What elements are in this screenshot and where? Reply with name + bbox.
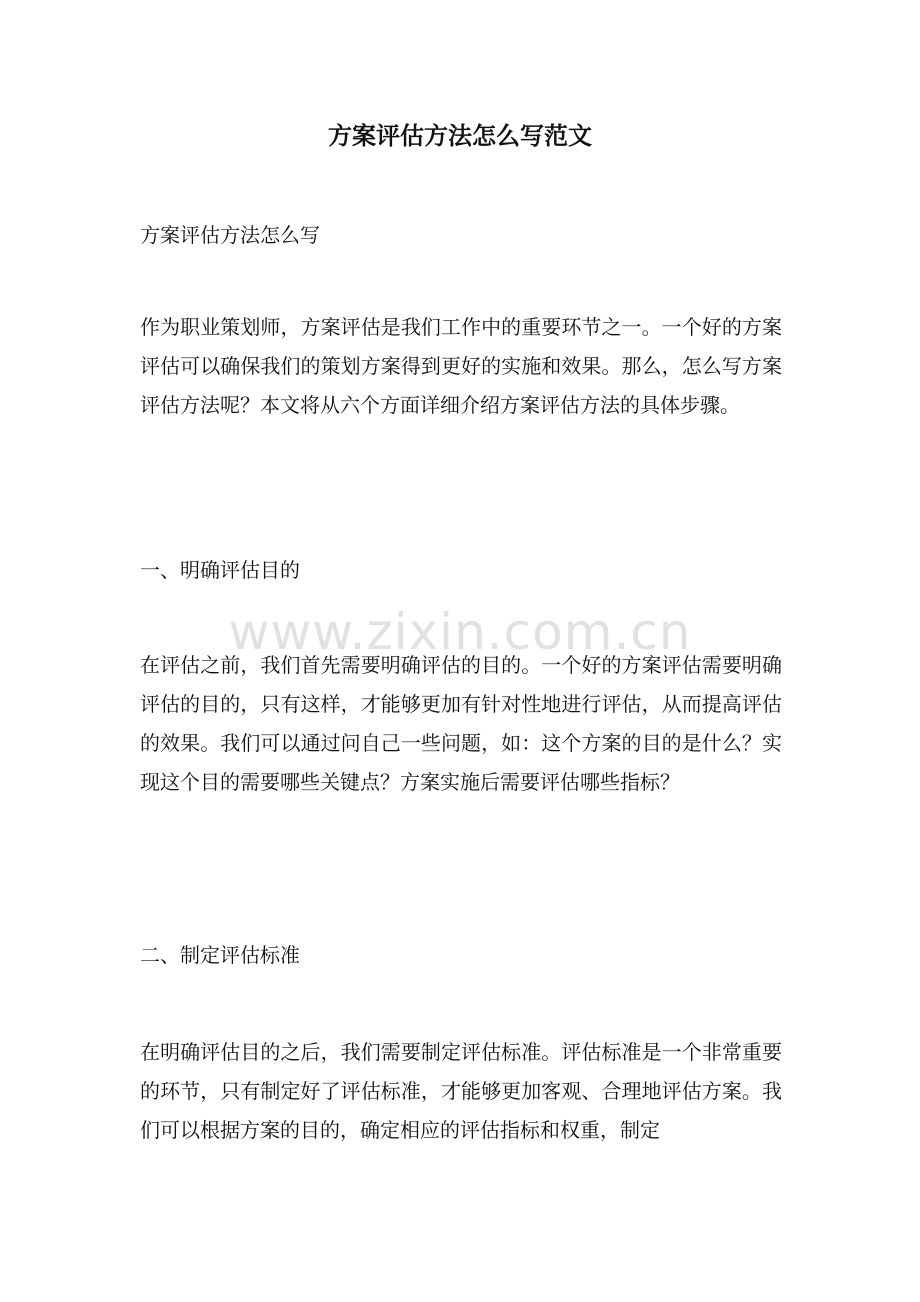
document-title: 方案评估方法怎么写范文 — [328, 121, 592, 150]
watermark: www.zixin.com.cn — [228, 603, 692, 661]
section-heading-1: 一、明确评估目的 — [140, 558, 300, 582]
intro-paragraph: 作为职业策划师，方案评估是我们工作中的重要环节之一。一个好的方案评估可以确保我们的策划方案得到更好的实施和效果。那么，怎么写方案评估方法呢？本文将从六个方面详细介绍方案评估方法的具体步骤。 — [140, 315, 782, 417]
section-2-paragraph: 在明确评估目的之后，我们需要制定评估标准。评估标准是一个非常重要的环节，只有制定好了评估标准，才能够更加客观、合理地评估方案。我们可以根据方案的目的，确定相应的评估指标和权重，制定 — [140, 1040, 782, 1142]
section-1-paragraph: 在评估之前，我们首先需要明确评估的目的。一个好的方案评估需要明确评估的目的，只有这样，才能够更加有针对性地进行评估，从而提高评估的效果。我们可以通过问自己一些问题，如：这个方案的目的是什么？实现这个目的需要哪些关键点？方案实施后需要评估哪些指标？ — [140, 653, 782, 794]
section-heading-2: 二、制定评估标准 — [140, 943, 300, 967]
document-subtitle: 方案评估方法怎么写 — [140, 223, 320, 247]
